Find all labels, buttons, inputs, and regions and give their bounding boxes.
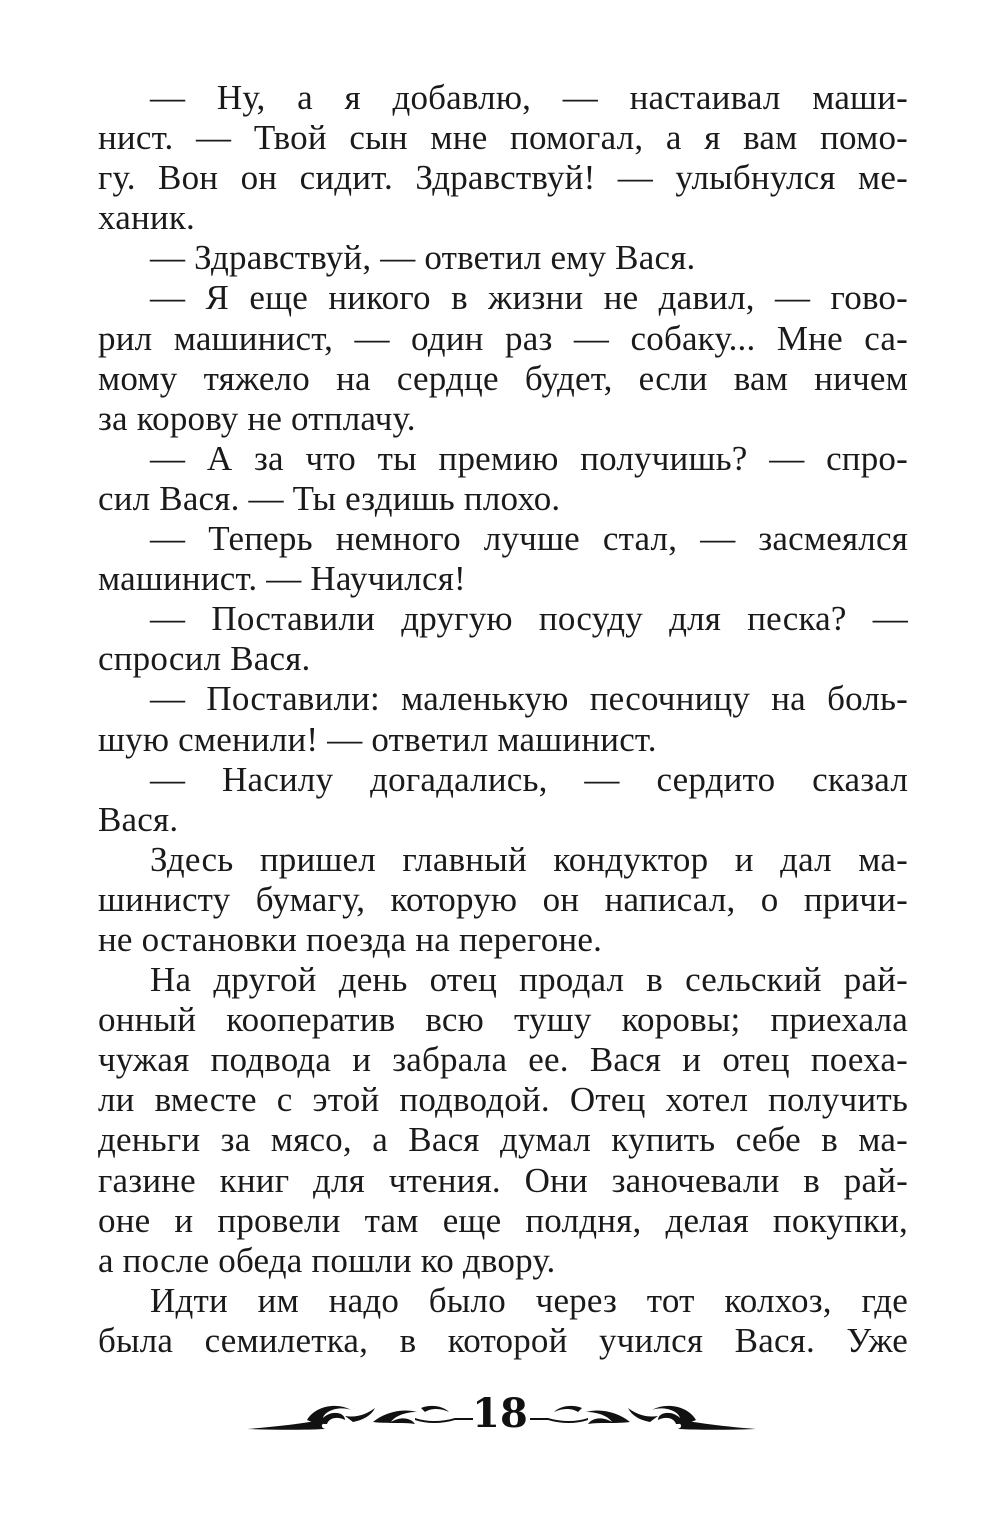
text-line: не остановки поезда на перегоне. — [98, 919, 603, 959]
text-line: — Ну, а я добавлю, — настаивал маши- — [150, 78, 908, 117]
text-line: спросил Вася. — [98, 639, 311, 679]
text-line: гу. Вон он сидит. Здравствуй! — улыбнулся ме- — [98, 158, 908, 198]
text-line: Вася. — [98, 799, 179, 839]
text-line: деньги за мясо, а Вася думал купить себе в ма- — [98, 1120, 908, 1160]
text-line: шинисту бумагу, которую он написал, о причи- — [98, 879, 908, 919]
text-line: была семилетка, в которой учился Вася. Уже — [98, 1320, 908, 1360]
text-line: — Теперь немного лучше стал, — засмеялся — [150, 519, 908, 559]
text-line: шую сменили! — ответил машинист. — [98, 719, 657, 759]
text-line: сил Вася. — Ты ездишь плохо. — [98, 478, 561, 518]
text-line: нист. — Твой сын мне помогал, а я вам помо- — [98, 118, 908, 158]
text-line: за корову не отплачу. — [98, 398, 416, 438]
text-line: онный кооператив всю тушу коровы; приехала — [98, 1000, 908, 1040]
text-line: — Насилу догадались, — сердито сказал — [150, 759, 908, 799]
text-line: машинист. — Научился! — [98, 559, 466, 599]
text-line: Идти им надо было через тот колхоз, где — [150, 1280, 908, 1320]
text-line: оне и провели там еще полдня, делая покупки, — [98, 1200, 908, 1240]
flourish-right-icon — [528, 1396, 758, 1436]
text-line: Здесь пришел главный кондуктор и дал ма- — [150, 839, 908, 879]
page-footer — [0, 1382, 1000, 1452]
text-line: — Поставили: маленькую песочницу на боль- — [150, 679, 908, 719]
text-line: — Здравствуй, — ответил ему Вася. — [150, 238, 696, 278]
text-line: На другой день отец продал в сельский рай- — [150, 960, 908, 1000]
text-line: — А за что ты премию получишь? — спро- — [150, 438, 908, 478]
text-line: — Поставили другую посуду для песка? — — [150, 599, 908, 639]
text-line: а после обеда пошли ко двору. — [98, 1240, 556, 1280]
text-line: мому тяжело на сердце будет, если вам ничем — [98, 358, 908, 398]
page-number: 18 — [472, 1390, 528, 1437]
text-line: ханик. — [98, 198, 195, 238]
text-line: — Я еще никого в жизни не давил, — гово- — [150, 278, 908, 318]
body-text — [98, 78, 908, 1361]
text-line: чужая подвода и забрала ее. Вася и отец поеха- — [98, 1040, 908, 1080]
text-line: газине книг для чтения. Они заночевали в рай- — [98, 1160, 908, 1200]
text-line: рил машинист, — один раз — собаку... Мне са- — [98, 318, 908, 358]
text-line: ли вместе с этой подводой. Отец хотел получить — [98, 1080, 908, 1120]
